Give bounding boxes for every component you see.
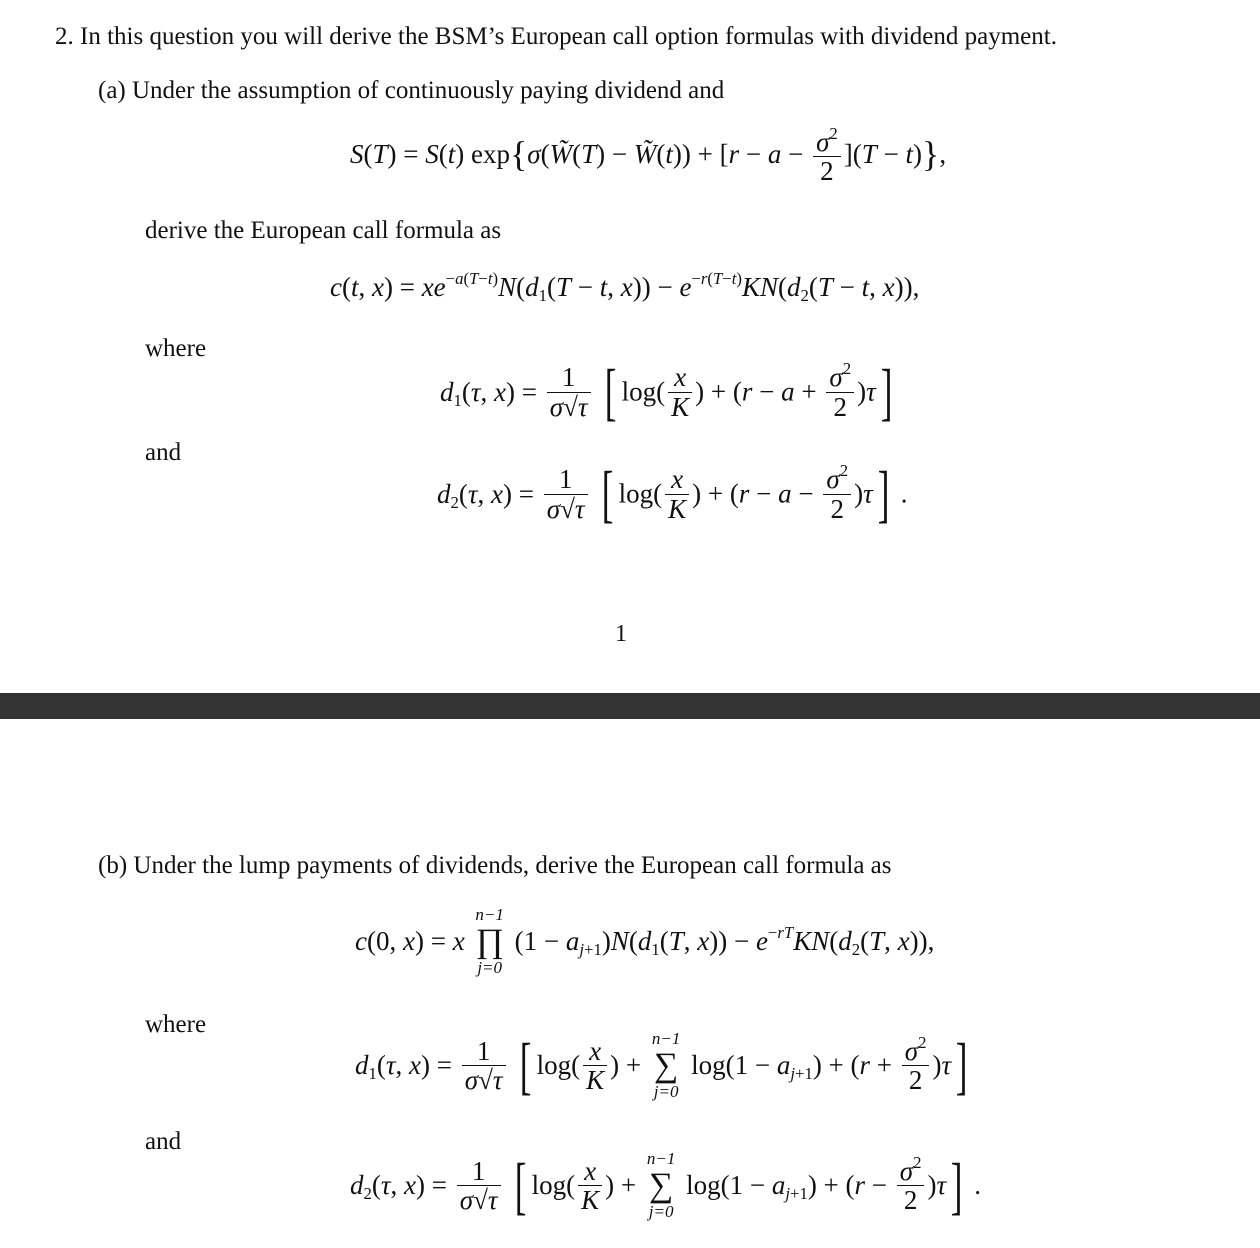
page-number: 1 [615,621,627,647]
part-b-heading [98,853,892,878]
equation-d2-continuous: $d_2(\tau$, x) = $\frac{1}{\sigma√\tau}$ [ log( $\frac{x}{K}$ ) + (r − a − $\frac{\sigma^2}{2}$ )τ] . [437,458,908,529]
part-b-and: and [145,1128,182,1155]
part-b-label: (b) [98,852,128,879]
part-a-where: where [145,335,207,362]
question-text: In this question you will derive the BSM’s European call option formulas with dividend payment. [80,23,1057,50]
question-number: 2. [55,23,74,50]
equation-d2-lump: $d_2(\tau$, x) = $\frac{1}{\sigma√\tau}$ [ log( $\frac{x}{K}$ ) + n−1 ∑ j=0 $\log(1 - a_{j+1}) + (r$ − $\frac{\sigma^2}{2}$ )τ] . [350,1149,981,1221]
equation-call-continuous: c(t, $x) = xe^{-a(T-t)}N(d_1(T - t$, $x)) - e^{-r(T-t)}KN(d_2(T - t$, x)), [330,268,920,306]
part-a-and: and [145,439,182,466]
part-a-heading [98,78,724,103]
part-a-derive-text: derive the European call formula as [145,217,502,244]
page-divider [0,693,1260,719]
question-intro [55,24,1057,49]
equation-call-lump: c(0, x) = x n−1 ∏ j=0 $(1 - a_{j+1})N(d_1(T$, $x)) - e^{-rT}KN(d_2(T$, x)), [355,905,935,977]
part-a-text: Under the assumption of continuously paying dividend and [132,77,725,104]
part-a-label: (a) [98,77,126,104]
part-b-text: Under the lump payments of dividends, derive the European call formula as [133,852,892,879]
part-b-where: where [145,1011,207,1038]
equation-stock-price: S(T) = S(t) exp{σ(W̃(T) − W̃(t)) + [r − a − $\frac{\sigma^2}{2}$ ](T − t)}, [350,123,947,187]
equation-d1-lump: $d_1(\tau$, x) = $\frac{1}{\sigma√\tau}$ [ log( $\frac{x}{K}$ ) + n−1 ∑ j=0 $\log(1 - a_{j+1}) + (r$ + $\frac{\sigma^2}{2}$ )τ] [355,1029,968,1101]
equation-d1-continuous: $d_1(\tau$, x) = $\frac{1}{\sigma√\tau}$ [ log( $\frac{x}{K}$ ) + (r − a + $\frac{\sigma^2}{2}$ )τ] [440,356,893,427]
